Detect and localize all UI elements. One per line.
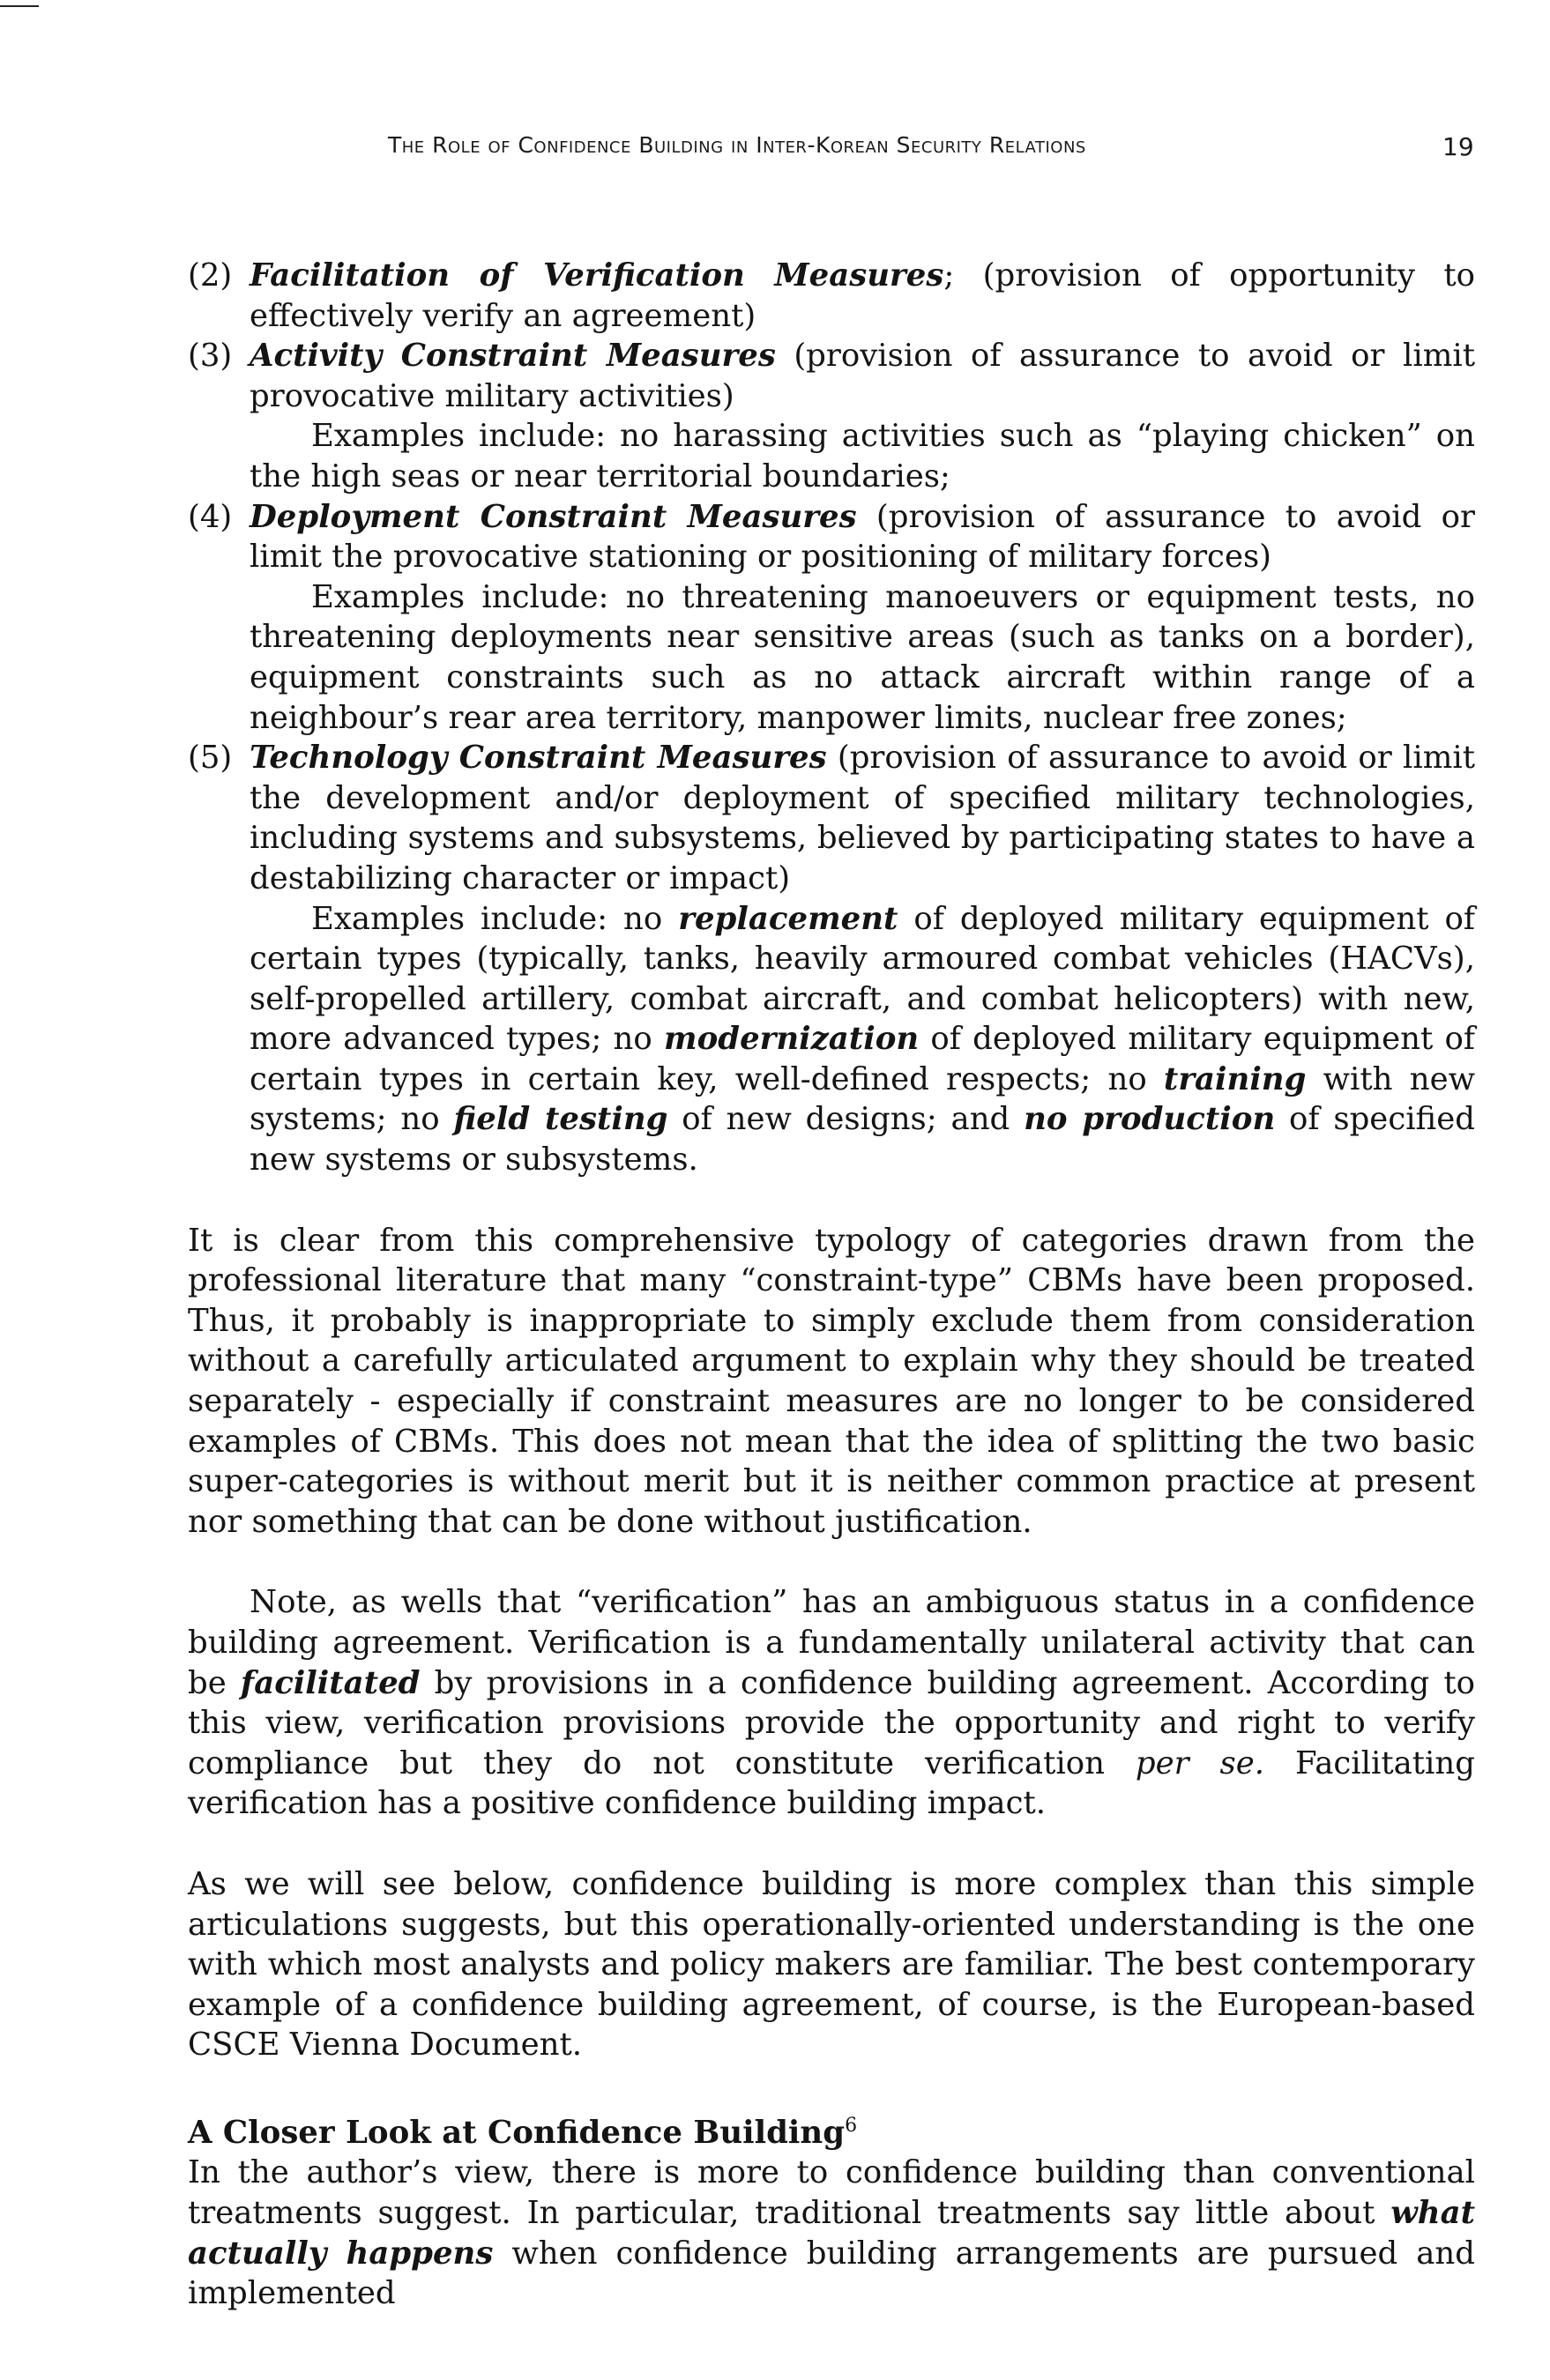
list-item-5 — [188, 738, 1475, 1180]
emphasis-replacement: replacement — [678, 900, 898, 937]
paragraph-verification — [188, 1582, 1475, 1824]
list-number: (4) — [188, 498, 233, 535]
list-number: (2) — [188, 257, 233, 294]
list-item-3 — [188, 336, 1475, 496]
paragraph-text: Facilitating verification has a positive confidence building impact. — [188, 1744, 1475, 1822]
measure-title: Activity Constraint Measures — [250, 338, 776, 375]
emphasis-what-actually-happens: what actually happens — [188, 2194, 1475, 2272]
footnote-mark: 6 — [845, 2114, 858, 2137]
measure-examples: Examples include: no harassing activities such as “playing chicken” on the high seas or near territorial boundaries; — [250, 418, 1475, 495]
measure-description: ; (provision of opportunity to effectively verify an agreement) — [250, 257, 1475, 334]
paragraph-text: Note, as wells that “verification” has an ambiguous status in a confidence building agreement. Verification is a fundamentally unilateral activity that can be — [188, 1584, 1475, 1701]
running-title: The Role of Confidence Building in Inter-Korean Security Relations — [388, 132, 1086, 158]
emphasis-modernization: modernization — [664, 1021, 920, 1058]
examples-text: of specified new systems or subsystems. — [250, 1101, 1475, 1179]
page-number: 19 — [1442, 132, 1474, 161]
top-rule — [0, 5, 39, 7]
measure-title: Technology Constraint Measures — [250, 740, 827, 777]
measure-description: (provision of assurance to avoid or limit the development and/or deployment of specified military technologies, including systems and subsystems, believed by participating states to have a destabilizing character or impact) — [250, 740, 1475, 896]
measure-title: Deployment Constraint Measures — [250, 498, 857, 535]
section-heading-text: A Closer Look at Confidence Building — [188, 2114, 846, 2151]
emphasis-per-se: per se. — [1135, 1744, 1265, 1781]
examples-text: of deployed military equipment of certain types in certain key, well-defined respects; no — [250, 1021, 1475, 1097]
list-number: (5) — [188, 740, 233, 777]
examples-text: with new systems; no — [250, 1060, 1475, 1138]
measure-title: Facilitation of Verification Measures — [250, 257, 944, 294]
paragraph-text: In the author’s view, there is more to confidence building than conventional treatments suggest. In particular, traditional treatments say little about — [188, 2154, 1475, 2231]
running-head — [388, 132, 1481, 158]
paragraph-text: when confidence building arrangements are pursued and implemented — [188, 2235, 1475, 2312]
paragraph-typology: It is clear from this comprehensive typology of categories drawn from the professional literature that many “constraint-type” CBMs have been proposed. Thus, it probably is inappropriate to simply exclude them from consideration without a carefully articulated argument to explain why they should be treated separately - especially if constraint measures are no longer to be considered examples of CBMs. This does not mean that the idea of splitting the two basic super-categories is without merit but it is neither common practice at present nor something that can be done without justification. — [188, 1222, 1475, 1540]
measure-description: (provision of assurance to avoid or limit the provocative stationing or positioning of military forces) — [250, 498, 1475, 576]
examples-text: of new designs; and — [667, 1101, 1025, 1138]
section-heading — [188, 2106, 1475, 2153]
page-body — [188, 256, 1475, 2314]
emphasis-field-testing: field testing — [453, 1101, 668, 1138]
section-body — [188, 2153, 1475, 2313]
paragraph-text: by provisions in a confidence building agreement. According to this view, verification provisions provide the opportunity and right to verify compliance but they do not constitute verification — [188, 1664, 1475, 1781]
examples-text: of deployed military equipment of certain types (typically, tanks, heavily armoured combat vehicles (HACVs), self-propelled artillery, combat aircraft, and combat helicopters) with new, more advanced types; no — [250, 900, 1476, 1058]
emphasis-facilitated: facilitated — [240, 1664, 421, 1701]
measure-description: (provision of assurance to avoid or limit provocative military activities) — [250, 338, 1475, 414]
list-item-2 — [188, 256, 1475, 336]
emphasis-training: training — [1163, 1060, 1307, 1097]
paragraph-complexity: As we will see below, confidence building is more complex than this simple articulations suggests, but this operationally-oriented understanding is the one with which most analysts and policy makers are familiar. The best contemporary example of a confidence building agreement, of course, is the European-based CSCE Vienna Document. — [188, 1865, 1475, 2064]
examples-text: Examples include: no — [311, 900, 679, 937]
measure-examples: Examples include: no threatening manoeuvers or equipment tests, no threatening deployments near sensitive areas (such as tanks on a border), equipment constraints such as no attack aircraft within range of a neighbour’s rear area territory, manpower limits, nuclear free zones; — [250, 578, 1475, 736]
emphasis-no-production: no production — [1024, 1101, 1276, 1138]
measure-examples — [250, 899, 1475, 1180]
list-number: (3) — [188, 338, 233, 375]
list-item-4 — [188, 497, 1475, 739]
